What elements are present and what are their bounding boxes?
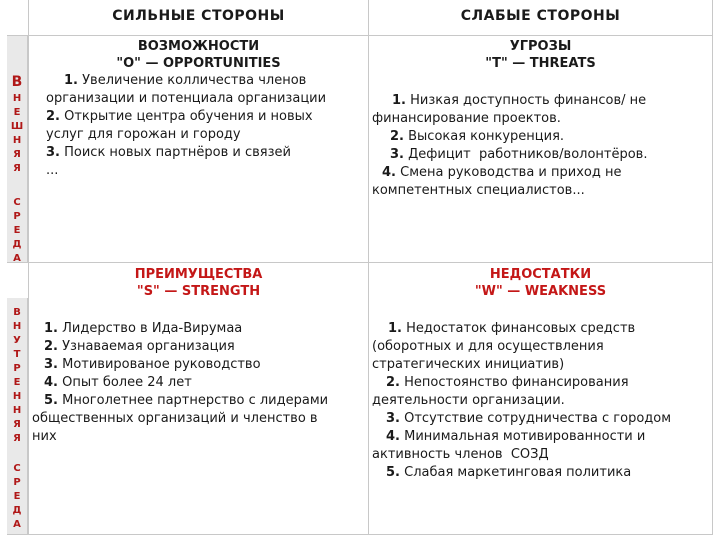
list-item — [372, 410, 671, 428]
sidebar-letter: Р — [13, 477, 21, 488]
list-item — [372, 110, 647, 128]
item-text: Открытие центра обучения и новых — [59, 109, 313, 124]
strengths-title-en: "S" — STRENGTH — [136, 284, 261, 299]
opportunities-title-ru: ВОЗМОЖНОСТИ — [137, 39, 260, 54]
list-item — [372, 338, 671, 356]
opportunities-title-en: "О" — OPPORTUNITIES — [116, 56, 281, 71]
list-item — [372, 374, 671, 392]
sidebar-letter: Н — [12, 405, 22, 416]
item-number: 4. — [386, 429, 400, 444]
sidebar-letter: Е — [13, 377, 21, 388]
item-text: активность членов СОЗД — [372, 447, 549, 462]
list-item — [372, 356, 671, 374]
list-item — [46, 162, 326, 180]
weaknesses-title-ru: НЕДОСТАТКИ — [489, 267, 592, 282]
item-number: 2. — [386, 375, 400, 390]
sidebar-letter: Р — [13, 363, 21, 374]
item-text: Минимальная мотивированности и — [399, 429, 646, 444]
sidebar-letter: Н — [12, 321, 22, 332]
opportunities-list — [46, 72, 326, 180]
sidebar-letter: Д — [12, 505, 22, 516]
list-item — [372, 428, 671, 446]
item-text: (оборотных и для осуществления — [372, 339, 604, 354]
item-text: Увеличение колличества членов — [77, 73, 307, 88]
item-text: Мотивированое руководство — [57, 357, 261, 372]
list-item — [372, 146, 647, 164]
sidebar-letter: Н — [12, 135, 22, 146]
item-text: финансирование проектов. — [372, 111, 561, 126]
threats-title-ru: УГРОЗЫ — [509, 39, 572, 54]
sidebar-letter: С — [13, 197, 21, 208]
strengths-title — [29, 266, 368, 300]
list-item — [372, 128, 647, 146]
bottom-border — [7, 534, 713, 535]
item-text: Дефицит работников/волонтёров. — [403, 147, 648, 162]
sidebar-letter: Р — [13, 211, 21, 222]
sidebar-letter: Е — [13, 491, 21, 502]
list-item — [372, 392, 671, 410]
list-item — [46, 108, 326, 126]
list-item — [372, 464, 671, 482]
item-text: ... — [46, 163, 59, 178]
item-text: Отсутствие сотрудничества с городом — [399, 411, 672, 426]
item-text: услуг для горожан и городу — [46, 127, 241, 142]
list-item — [32, 428, 328, 446]
strengths-column-header: СИЛЬНЫЕ СТОРОНЫ — [112, 8, 285, 24]
right-border — [712, 0, 713, 534]
item-text: Многолетнее партнерство с лидерами — [57, 393, 329, 408]
sidebar-letter-big: В — [11, 74, 23, 90]
threats-title — [369, 38, 712, 72]
list-item — [32, 338, 328, 356]
strengths-list — [32, 320, 328, 446]
list-item — [32, 374, 328, 392]
list-item — [372, 164, 647, 182]
sidebar-letter: Е — [13, 107, 21, 118]
list-item — [372, 320, 671, 338]
sidebar-letter: Д — [12, 239, 22, 250]
item-text: Непостоянство финансирования — [399, 375, 629, 390]
sidebar-letter: Я — [13, 149, 21, 160]
list-item — [32, 320, 328, 338]
list-item — [372, 446, 671, 464]
sidebar-letter: Я — [13, 433, 21, 444]
weaknesses-title — [369, 266, 712, 300]
item-text: них — [32, 429, 57, 444]
item-number: 3. — [46, 145, 60, 160]
list-item — [46, 72, 326, 90]
strengths-title-ru: ПРЕИМУЩЕСТВА — [134, 267, 263, 282]
item-number: 3. — [44, 357, 58, 372]
item-number: 1. — [64, 73, 78, 88]
sidebar-letter: А — [13, 519, 21, 530]
item-number: 3. — [390, 147, 404, 162]
item-number: 1. — [388, 321, 402, 336]
item-text: деятельности организации. — [372, 393, 565, 408]
weaknesses-title-en: "W" — WEAKNESS — [474, 284, 607, 299]
item-text: Лидерство в Ида-Вирумаа — [57, 321, 243, 336]
weaknesses-list — [372, 320, 671, 482]
item-number: 1. — [44, 321, 58, 336]
item-text: компетентных специалистов... — [372, 183, 585, 198]
item-number: 4. — [382, 165, 396, 180]
list-item — [32, 356, 328, 374]
list-item — [46, 126, 326, 144]
list-item — [46, 90, 326, 108]
header-divider — [7, 35, 713, 36]
item-number: 1. — [392, 93, 406, 108]
sidebar-internal-environment — [7, 298, 28, 534]
sidebar-letter: Я — [13, 419, 21, 430]
item-text: Опыт более 24 лет — [57, 375, 192, 390]
threats-title-en: "T" — THREATS — [485, 56, 596, 71]
sidebar-letter: Н — [12, 93, 22, 104]
middle-divider — [7, 262, 713, 263]
item-text: Поиск новых партнёров и связей — [59, 145, 291, 160]
sidebar-letter: Т — [13, 349, 21, 360]
item-text: стратегических инициатив) — [372, 357, 565, 372]
list-item — [372, 92, 647, 110]
sidebar-letter: Я — [13, 163, 21, 174]
list-item — [372, 182, 647, 200]
threats-list — [372, 92, 647, 200]
item-number: 3. — [386, 411, 400, 426]
item-text: Высокая конкуренция. — [403, 129, 565, 144]
item-text: Недостаток финансовых средств — [401, 321, 636, 336]
list-item — [32, 410, 328, 428]
item-number: 5. — [44, 393, 58, 408]
sidebar-letter: С — [13, 463, 21, 474]
weaknesses-column-header: СЛАБЫЕ СТОРОНЫ — [460, 8, 621, 24]
item-number: 2. — [44, 339, 58, 354]
item-number: 2. — [390, 129, 404, 144]
item-text: Узнаваемая организация — [57, 339, 235, 354]
sidebar-letter: А — [13, 253, 21, 264]
item-text: общественных организаций и членство в — [32, 411, 318, 426]
list-item — [46, 144, 326, 162]
sidebar-letter: У — [13, 335, 21, 346]
sidebar-letter: Ш — [10, 121, 24, 132]
item-text: Смена руководства и приход не — [395, 165, 622, 180]
item-number: 5. — [386, 465, 400, 480]
sidebar-external-environment — [7, 36, 28, 262]
sidebar-letter: Е — [13, 225, 21, 236]
item-text: организации и потенциала организации — [46, 91, 327, 106]
list-item — [32, 392, 328, 410]
sidebar-letter: Н — [12, 391, 22, 402]
item-number: 2. — [46, 109, 60, 124]
item-text: Низкая доступность финансов/ не — [405, 93, 647, 108]
item-number: 4. — [44, 375, 58, 390]
opportunities-title — [29, 38, 368, 72]
item-text: Слабая маркетинговая политика — [399, 465, 632, 480]
sidebar-letter: В — [13, 307, 21, 318]
